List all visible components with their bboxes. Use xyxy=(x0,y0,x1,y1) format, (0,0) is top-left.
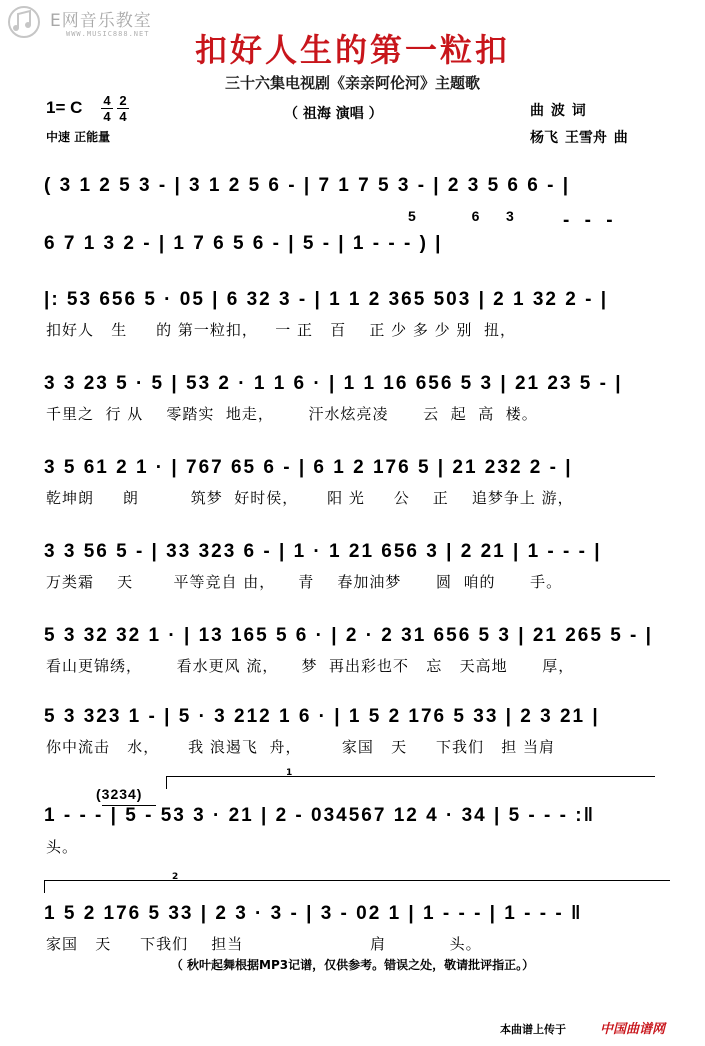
volta-bracket-2 xyxy=(44,880,670,893)
score-row-8: 5 3 323 1 - | 5 · 3 212 1 6 · | 1 5 2 176 5 33 | 2 3 21 | xyxy=(44,706,600,727)
site-logo-text: 中国曲谱网 xyxy=(600,1022,666,1037)
chord-high-notes: 5 6 xyxy=(408,208,506,224)
score-row-1: ( 3 1 2 5 3 - | 3 1 2 5 6 - | 7 1 7 5 3 - | 2 3 5 6 6 - | xyxy=(44,175,571,196)
score-row-4: 3 3 23 5 · 5 | 53 2 · 1 1 6 · | 1 1 16 656 5 3 | 21 23 5 - | xyxy=(44,373,623,394)
key-signature: 1= C xyxy=(46,98,83,117)
volta-bracket-1 xyxy=(166,776,655,789)
score-row-9: 1 - - - | 5 - 53 3 · 21 | 2 - 034567 12 4 · 34 | 5 - - - :‖ xyxy=(44,805,596,826)
score-row-5: 3 5 61 2 1 · | 767 65 6 - | 6 1 2 176 5 | 21 232 2 - | xyxy=(44,457,573,478)
score-row-7: 5 3 32 32 1 · | 13 165 5 6 · | 2 · 2 31 656 5 3 | 21 265 5 - | xyxy=(44,625,653,646)
lyricist-credit: 曲 波 词 xyxy=(530,103,586,119)
song-subtitle: 三十六集电视剧《亲亲阿伦河》主题歌 xyxy=(224,74,480,92)
lyric-row-7: 头。 xyxy=(46,838,79,856)
time-sig-bottom: 4 xyxy=(103,109,111,124)
chord-high-note: 3 xyxy=(506,208,514,224)
time-sig-top: 2 xyxy=(119,93,127,108)
site-logo xyxy=(600,1018,665,1037)
time-signature-4-4 xyxy=(100,94,114,123)
lyric-row-8: 家国 天 下我们 担当 肩 头。 xyxy=(46,935,482,953)
lyric-row-3: 乾坤朗 朗 筑梦 好时侯， 阳 光 公 正 追梦争上 游， xyxy=(46,489,574,507)
grace-notes: (3234) xyxy=(96,786,143,802)
held-dashes: - - - xyxy=(563,210,618,231)
time-sig-bottom: 4 xyxy=(119,109,127,124)
composer-credit: 杨飞 王雪舟 曲 xyxy=(530,130,628,146)
time-sig-top: 4 xyxy=(103,93,111,108)
volta-1-number: 1 xyxy=(286,768,293,778)
song-title: 扣好人生的第一粒扣 xyxy=(194,31,510,69)
score-row-10: 1 5 2 176 5 33 | 2 3 · 3 - | 3 - 02 1 | 1 - - - | 1 - - - ‖ xyxy=(44,903,583,924)
lyric-row-1: 扣好人 生 的 第一粒扣， 一 正 百 正 少 多 少 别 扭， xyxy=(46,321,516,339)
singer-credit: （ 祖海 演唱 ） xyxy=(284,106,383,122)
volta-2-number: 2 xyxy=(172,872,179,882)
watermark-name: E网音乐教室 xyxy=(50,11,152,31)
lyric-row-5: 看山更锦绣， 看水更风 流， 梦 再出彩也不 忘 天高地 厚， xyxy=(46,657,575,675)
tempo-marking: 中速 正能量 xyxy=(46,130,111,144)
score-row-3: |: 53 656 5 · 05 | 6 32 3 - | 1 1 2 365 503 | 2 1 32 2 - | xyxy=(44,289,609,310)
score-row-2: 6 7 1 3 2 - | 1 7 6 5 6 - | 5 - | 1 - - - ) | xyxy=(44,233,443,254)
watermark-url: WWW.MUSIC888.NET xyxy=(66,30,150,38)
time-signature-2-4 xyxy=(116,94,130,123)
transcriber-note: （ 秋叶起舞根据MP3记谱，仅供参考。错误之处，敬请批评指正。） xyxy=(170,958,535,972)
lyric-row-2: 千里之 行 从 零踏实 地走， 汗水炫亮凌 云 起 高 楼。 xyxy=(46,405,538,423)
score-row-6: 3 3 56 5 - | 33 323 6 - | 1 · 1 21 656 3 | 2 21 | 1 - - - | xyxy=(44,541,602,562)
lyric-row-6: 你中流击 水， 我 浪遏飞 舟， 家国 天 下我们 担 当肩 xyxy=(46,738,556,756)
lyric-row-4: 万类霜 天 平等竞自 由， 青 春加油梦 圆 咱的 手。 xyxy=(46,573,563,591)
upload-label: 本曲谱上传于 xyxy=(500,1023,566,1036)
